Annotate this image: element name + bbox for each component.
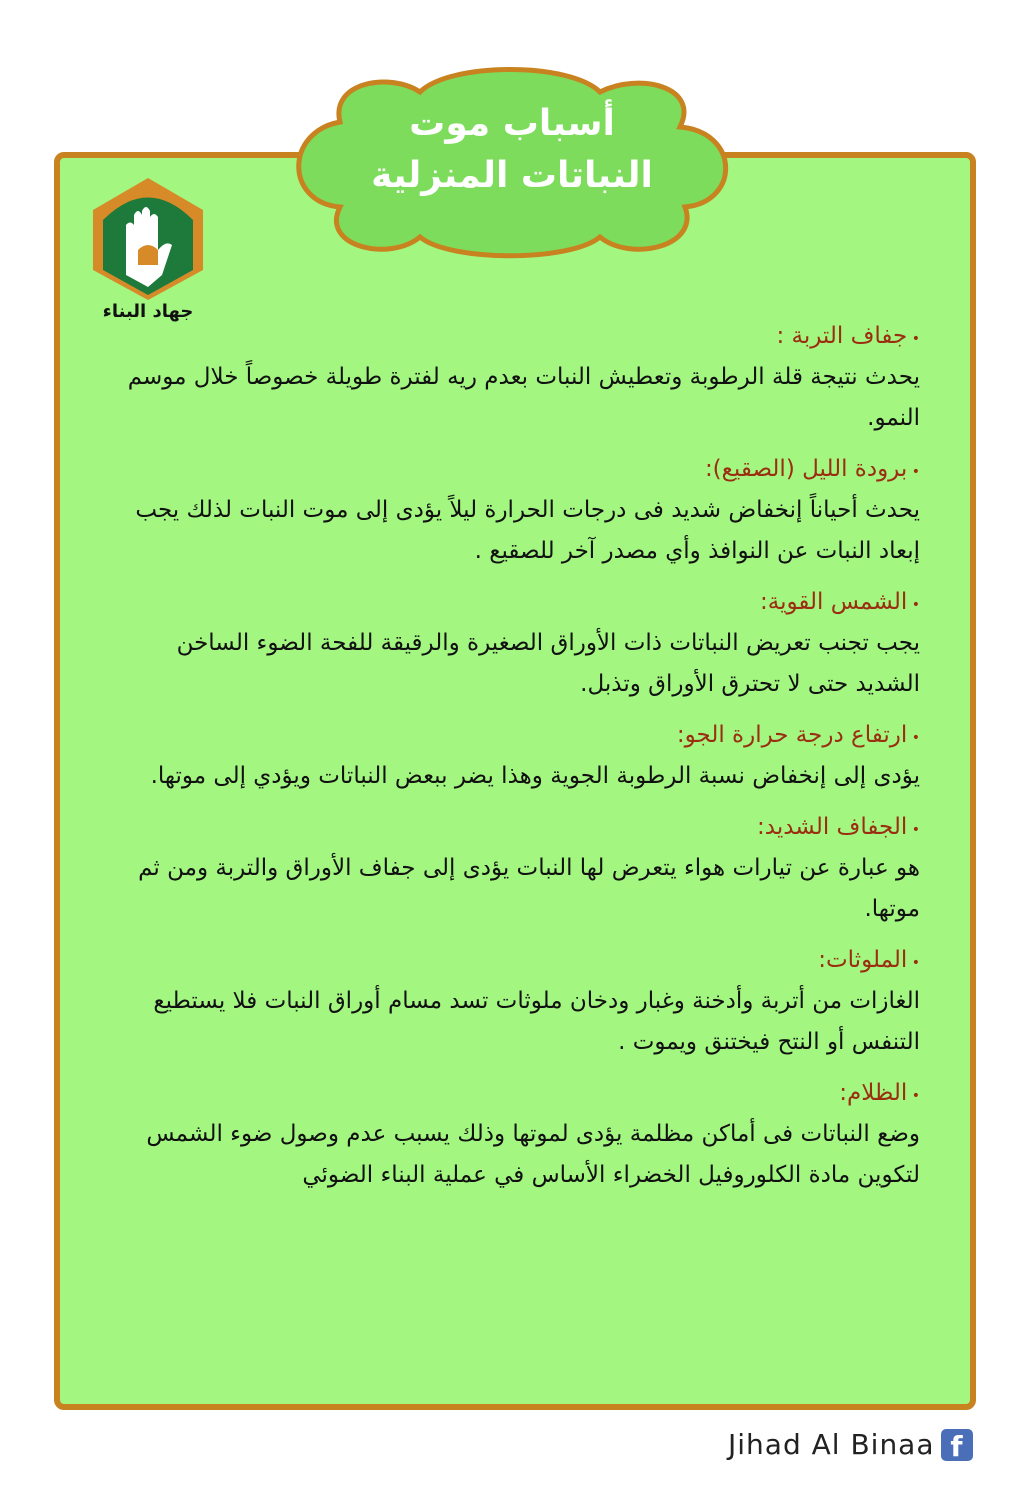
cause-body: هو عبارة عن تيارات هواء يتعرض لها النبات يؤدى إلى جفاف الأوراق والتربة ومن ثم موتها.	[138, 855, 920, 922]
cause-soil-drought	[110, 318, 920, 439]
cause-severe-drought	[110, 809, 920, 930]
cause-night-frost	[110, 451, 920, 572]
cause-body: يحدث نتيجة قلة الرطوبة وتعطيش النبات بعدم ريه لفترة طويلة خصوصاً خلال موسم النمو.	[127, 364, 920, 431]
cause-body: وضع النباتات فى أماكن مظلمة يؤدى لموتها وذلك يسبب عدم وصول ضوء الشمس لتكوين مادة الكلوروفيل الخضراء الأساس في عملية البناء الضوئي	[146, 1121, 920, 1188]
cause-heading: • الشمس القوية:	[110, 584, 920, 623]
cause-body: يجب تجنب تعريض النباتات ذات الأوراق الصغيرة والرقيقة للفحة الضوء الساخن الشديد حتى لا تحترق الأوراق وتذبل.	[176, 630, 920, 697]
footer-name: Jihad Al Binaa	[728, 1428, 935, 1461]
page-title	[280, 98, 744, 202]
title-line-2: النباتات المنزلية	[371, 155, 653, 196]
cause-strong-sun	[110, 584, 920, 705]
cause-heading: • الجفاف الشديد:	[110, 809, 920, 848]
jihad-al-binaa-logo	[88, 175, 208, 325]
footer-credit	[728, 1428, 973, 1461]
cause-body: يؤدى إلى إنخفاض نسبة الرطوبة الجوية وهذا يضر ببعض النباتات ويؤدي إلى موتها.	[150, 763, 920, 789]
svg-text:جهاد البناء: جهاد البناء	[102, 301, 194, 322]
title-line-1: أسباب موت	[409, 103, 615, 144]
cause-pollutants	[110, 942, 920, 1063]
cause-heading: • جفاف التربة :	[110, 318, 920, 357]
causes-list	[110, 318, 920, 1208]
cause-heading: • برودة الليل (الصقيع):	[110, 451, 920, 490]
cause-high-temperature	[110, 717, 920, 797]
cause-darkness	[110, 1075, 920, 1196]
facebook-icon[interactable]: f	[941, 1429, 973, 1461]
cause-body: الغازات من أتربة وأدخنة وغبار ودخان ملوثات تسد مسام أوراق النبات فلا يستطيع التنفس أو النتح فيختنق ويموت .	[153, 988, 920, 1055]
cause-body: يحدث أحياناً إنخفاض شديد فى درجات الحرارة ليلاً يؤدى إلى موت النبات لذلك يجب إبعاد النبات عن النوافذ وأي مصدر آخر للصقيع .	[135, 497, 920, 564]
cause-heading: • الملوثات:	[110, 942, 920, 981]
cause-heading: • الظلام:	[110, 1075, 920, 1114]
cause-heading: • ارتفاع درجة حرارة الجو:	[110, 717, 920, 756]
